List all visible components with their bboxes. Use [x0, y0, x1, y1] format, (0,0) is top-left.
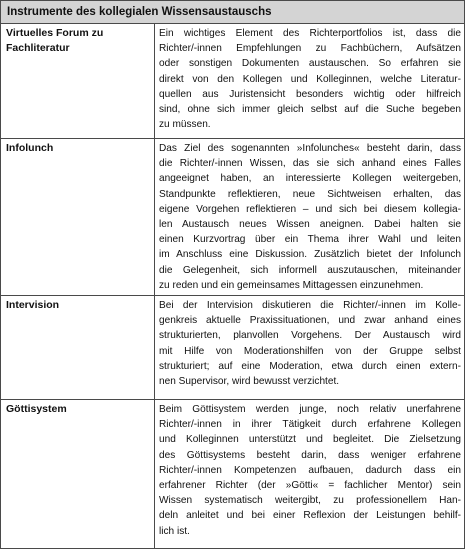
text-line: zu müssen. [159, 119, 211, 131]
text-line: Richter/-innen Kompetenzen aufbauen, dadurch dass ein [159, 464, 461, 476]
row-description [155, 24, 464, 138]
row-label: Göttisystem [1, 400, 155, 548]
text-line: Standpunkte reflektieren, neue Sichtweisen erhalten, das [159, 188, 461, 200]
text-line: strukturiert; auf eine Moderation, etwa durch einen extern- [159, 360, 461, 372]
text-line: erfahrener Richter (der »Götti« = fachlicher Mentor) sein [159, 480, 461, 492]
text-line: nen Supervisor, wird bewusst verzichtet. [159, 376, 340, 388]
text-line: die Richter/-innen Wissen, das sie sich anhand eines Falles [159, 158, 461, 170]
row-description [155, 139, 464, 295]
table-row [1, 139, 464, 296]
row-label: Infolunch [1, 139, 155, 295]
table-title: Instrumente des kollegialen Wissensaustauschs [1, 1, 464, 24]
text-line: genkreis aktuelle Praxissituationen, und zwar anhand eines [159, 315, 461, 327]
row-label: Virtuelles Forum zu Fachliteratur [1, 24, 155, 138]
text-line: mit Hilfe von Moderationshilfen von der Gruppe selbst [159, 345, 461, 357]
text-line: zu reden und ein gemeinsames Mittagessen einzunehmen. [159, 279, 424, 291]
text-line: die Gelegenheit, sich informell auszutauschen, miteinander [159, 264, 461, 276]
text-line: direkt von den Kollegen und Kolleginnen, welche Literatur- [159, 73, 461, 85]
text-line: strukturierten, planvollen Vorgehens. Der Austausch wird [159, 330, 461, 342]
text-line: im Anschluss eine Diskussion. Zusätzlich bietet der Infolunch [159, 249, 461, 261]
text-line: Beim Göttisystem werden junge, noch relativ unerfahrene [159, 404, 461, 415]
text-line: einen Kurzvortrag über ein Thema ihrer Wahl und leiten [159, 234, 461, 246]
text-line: Richter/-innen Empfehlungen zu Fachbüchern, Aufsätzen [159, 43, 461, 55]
text-line: deln anleitet und bei einer Reflexion der Leistungen behilf- [159, 510, 461, 522]
row-description [155, 296, 464, 399]
text-line: und Kolleginnen unterstützt und begleitet. Die Zielsetzung [159, 434, 461, 446]
table-row [1, 24, 464, 139]
text-line: angeeignet haben, an interessierte Kollegen weitergeben, [159, 173, 461, 185]
text-line: sind, ohne sich immer gleich selbst auf die Suche begeben [159, 104, 461, 116]
text-line: Das Ziel des sogenannten »Infolunches« besteht darin, dass [159, 143, 461, 154]
text-line: lich ist. [159, 525, 190, 537]
text-line: oder sonstigen Dokumenten austauschen. So erfahren sie [159, 58, 461, 70]
text-line: Richter/-innen in ihrer Tätigkeit durch erfahrene Kollegen [159, 419, 461, 431]
text-line: Wissen systematisch weitergibt, zu professionellem Han- [159, 495, 461, 507]
text-line: des Göttisystems besteht darin, dass weniger erfahrene [159, 449, 461, 461]
text-line: len Austausch neues Wissen aneignen. Dabei halten sie [159, 219, 461, 231]
text-line: eigene Vorgehen reflektieren – und sich bei diesem kollegia- [159, 203, 461, 215]
text-line: Ein wichtiges Element des Richterportfolios ist, dass die [159, 28, 461, 39]
table-row [1, 296, 464, 400]
text-line: quellen aus Juristensicht besonders wichtig oder hilfreich [159, 88, 461, 100]
table-row [1, 400, 464, 548]
text-line: Bei der Intervision diskutieren die Richter/-innen im Kolle- [159, 300, 461, 311]
row-label: Intervision [1, 296, 155, 399]
row-description [155, 400, 464, 548]
